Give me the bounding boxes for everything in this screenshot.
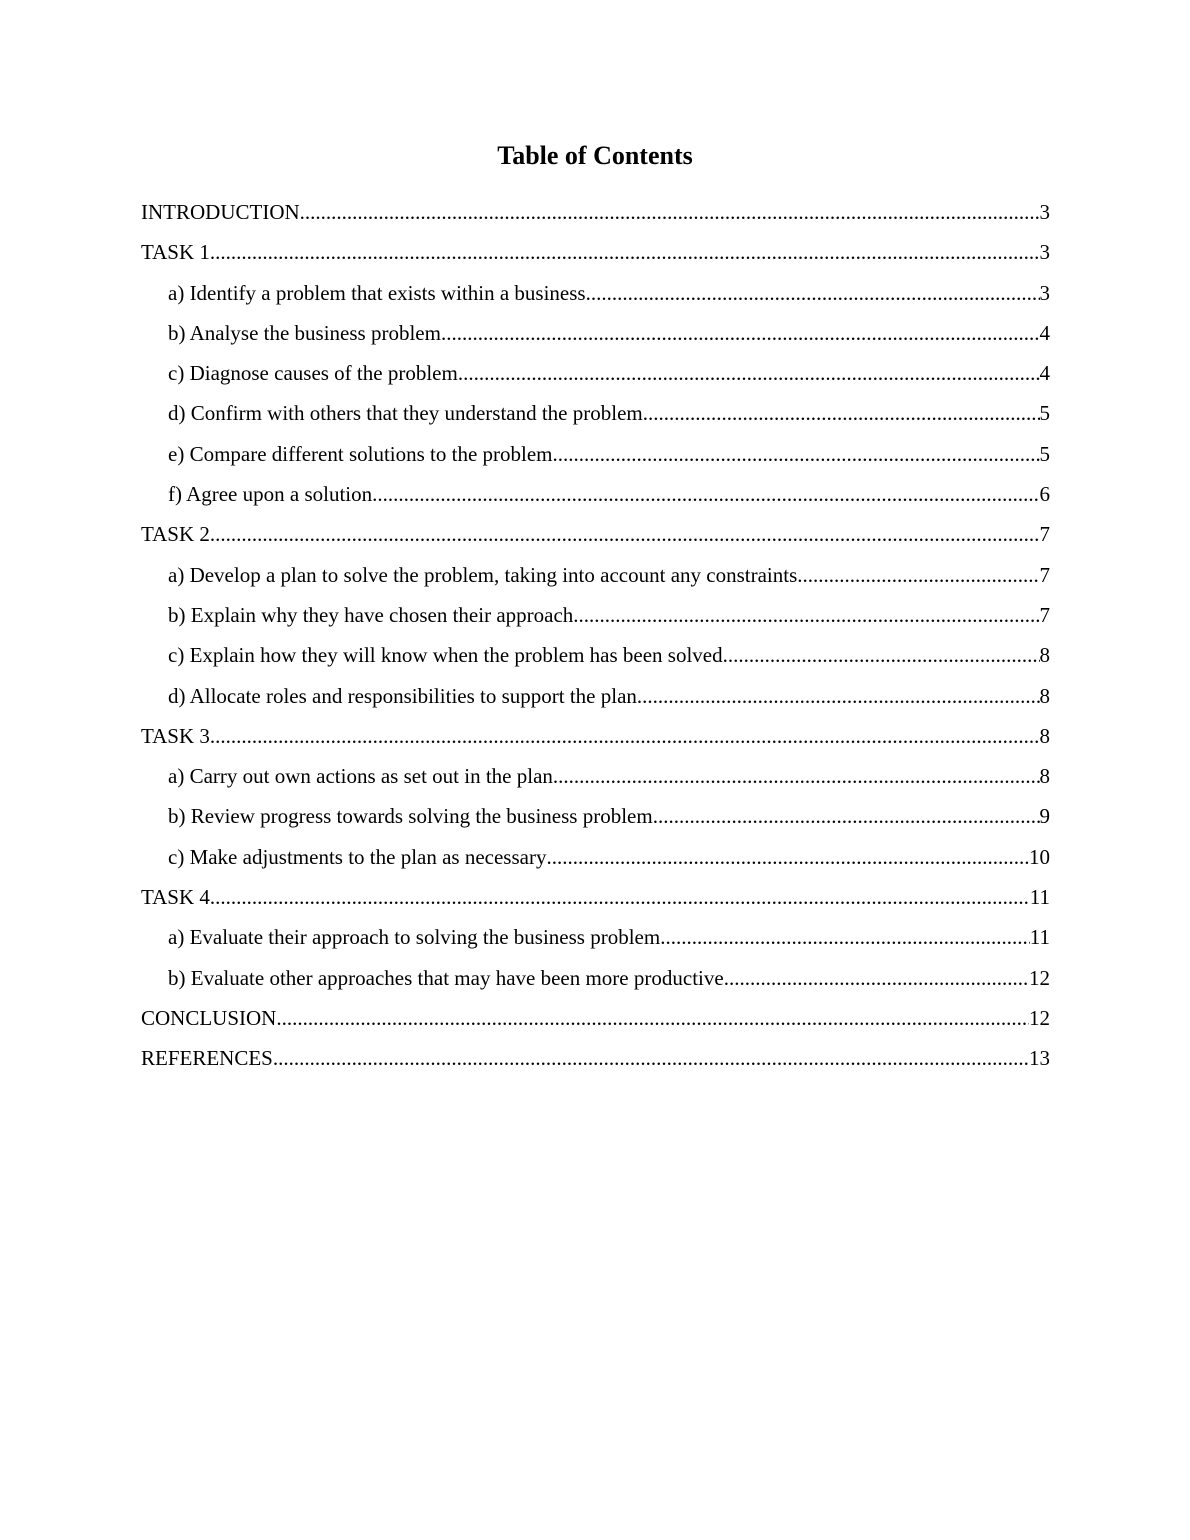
toc-entry-references[interactable] [141,1042,1050,1082]
toc-leader-dots [546,841,1029,873]
toc-entry-label: b) Review progress towards solving the business problem [168,804,653,829]
toc-entry-task-1[interactable] [141,236,1050,276]
toc-page-number: 8 [1039,683,1050,708]
toc-entry-conclusion[interactable] [141,1002,1050,1042]
toc-entry-label: e) Compare different solutions to the problem [168,441,553,466]
toc-entry-task-3a[interactable] [141,760,1050,800]
toc-page-number: 4 [1039,361,1050,386]
toc-page-number: 3 [1039,280,1050,305]
toc-entry-task-3[interactable] [141,720,1050,760]
toc-page-number: 8 [1039,764,1050,789]
toc-page-number: 7 [1039,562,1050,587]
toc-entry-label: c) Diagnose causes of the problem [168,361,458,386]
toc-entry-label: f) Agree upon a solution [168,482,373,507]
toc-page-number: 12 [1029,1005,1050,1030]
toc-entry-label: a) Identify a problem that exists within a business [168,280,586,305]
toc-entry-task-4b[interactable] [141,962,1050,1002]
toc-entry-label: TASK 4 [141,885,210,910]
toc-entry-label: b) Explain why they have chosen their approach [168,602,574,627]
toc-entry-task-1b[interactable] [141,317,1050,357]
toc-page-number: 6 [1039,482,1050,507]
toc-page-number: 8 [1039,643,1050,668]
toc-leader-dots [573,599,1039,631]
toc-page-number: 7 [1039,602,1050,627]
toc-entry-label: d) Confirm with others that they understand the problem [168,401,643,426]
toc-entry-label: CONCLUSION [141,1005,277,1030]
toc-leader-dots [300,196,1040,228]
toc-entry-task-1f[interactable] [141,478,1050,518]
toc-page-number: 3 [1039,200,1050,224]
toc-page-number: 5 [1039,441,1050,466]
toc-leader-dots [273,1042,1029,1074]
toc-leader-dots [441,317,1040,349]
toc-page-number: 8 [1039,723,1050,748]
toc-entry-label: d) Allocate roles and responsibilities to support the plan [168,683,637,708]
toc-entry-label: a) Carry out own actions as set out in the plan [168,764,553,789]
toc-leader-dots [724,962,1029,994]
toc-entry-label: c) Make adjustments to the plan as necessary [168,844,547,869]
toc-entry-task-4[interactable] [141,881,1050,921]
toc-entry-label: TASK 2 [141,522,210,547]
toc-page-number: 13 [1029,1046,1050,1071]
toc-page-number: 5 [1039,401,1050,426]
toc-leader-dots [210,720,1040,752]
toc-page-number: 11 [1029,885,1050,910]
toc-page-number: 7 [1039,522,1050,547]
toc-leader-dots [458,357,1040,389]
toc-entry-label: INTRODUCTION [141,200,300,224]
toc-entry-task-3c[interactable] [141,841,1050,881]
toc-list [141,196,1050,1083]
toc-entry-label: REFERENCES [141,1046,273,1071]
toc-leader-dots [653,800,1040,832]
toc-leader-dots [643,397,1040,429]
toc-entry-task-1d[interactable] [141,397,1050,437]
toc-leader-dots [553,760,1040,792]
toc-entry-task-1c[interactable] [141,357,1050,397]
toc-leader-dots [723,639,1040,671]
toc-page-number: 3 [1039,240,1050,265]
toc-leader-dots [276,1002,1029,1034]
toc-leader-dots [210,881,1030,913]
toc-leader-dots [372,478,1039,510]
toc-entry-label: a) Develop a plan to solve the problem, taking into account any constraints [168,562,798,587]
toc-entry-label: TASK 1 [141,240,210,265]
toc-leader-dots [553,438,1040,470]
toc-entry-task-2b[interactable] [141,599,1050,639]
toc-entry-task-4a[interactable] [141,921,1050,961]
toc-entry-task-1e[interactable] [141,438,1050,478]
toc-entry-task-2a[interactable] [141,559,1050,599]
toc-entry-task-2d[interactable] [141,680,1050,720]
toc-entry-label: b) Analyse the business problem [168,320,441,345]
toc-entry-task-1a[interactable] [141,277,1050,317]
toc-leader-dots [210,236,1040,268]
toc-leader-dots [797,559,1039,591]
toc-entry-label: b) Evaluate other approaches that may have been more productive [168,965,724,990]
toc-entry-introduction[interactable] [141,196,1050,236]
page-title: Table of Contents [497,141,693,170]
toc-leader-dots [586,277,1040,309]
toc-entry-label: c) Explain how they will know when the problem has been solved [168,643,723,668]
toc-page-number: 9 [1039,804,1050,829]
toc-entry-label: a) Evaluate their approach to solving the business problem [168,925,661,950]
toc-entry-label: TASK 3 [141,723,210,748]
toc-page-number: 4 [1039,320,1050,345]
toc-page-number: 12 [1029,965,1050,990]
toc-entry-task-2[interactable] [141,518,1050,558]
toc-entry-task-3b[interactable] [141,800,1050,840]
toc-leader-dots [660,921,1030,953]
toc-page-number: 11 [1029,925,1050,950]
toc-leader-dots [210,518,1040,550]
toc-entry-task-2c[interactable] [141,639,1050,679]
toc-leader-dots [637,680,1040,712]
toc-page-number: 10 [1029,844,1050,869]
